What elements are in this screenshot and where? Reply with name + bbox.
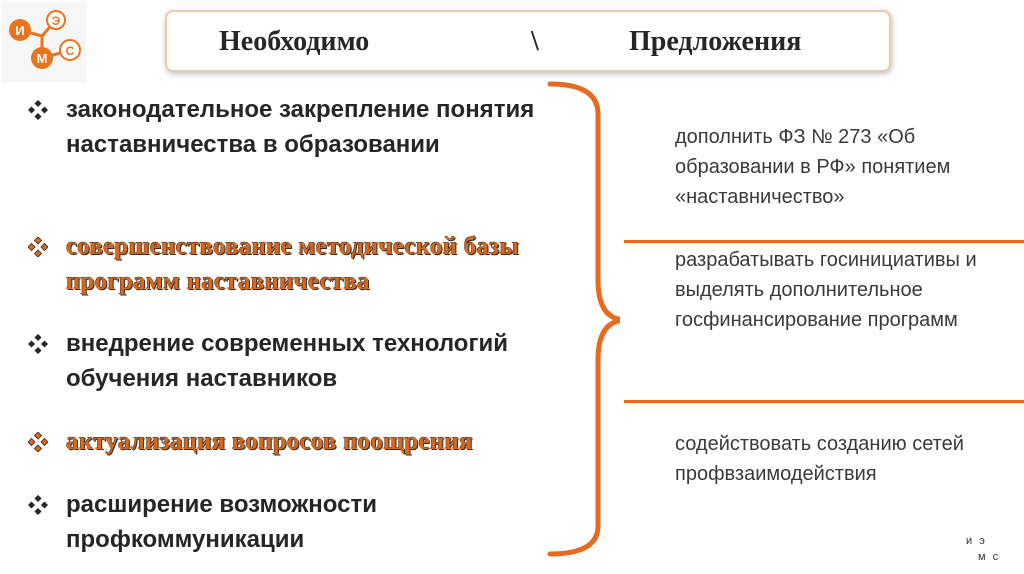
list-item-text: актуализация вопросов поощрения (66, 428, 473, 455)
list-item (28, 326, 558, 396)
diamond-bullet-icon (28, 92, 52, 127)
list-item (28, 424, 558, 459)
list-item-text: внедрение современных технологий обучения наставников (66, 330, 508, 392)
list-item-text: расширение возможности профкоммуникации (66, 491, 377, 553)
molecule-logo-icon (2, 2, 86, 82)
divider (624, 240, 1024, 243)
proposal-text: содействовать созданию сетей профвзаимодействия (675, 433, 964, 485)
logo (2, 2, 86, 82)
logo-letter-3: Э (51, 14, 61, 28)
divider (624, 400, 1024, 403)
diamond-bullet-icon (28, 326, 52, 361)
footer-logo-bottom: м с (978, 551, 1001, 563)
diamond-bullet-icon (28, 229, 52, 264)
logo-letter-1: И (15, 23, 25, 38)
logo-letter-4: С (65, 44, 75, 58)
list-item (28, 229, 558, 299)
curly-brace-icon (540, 80, 620, 560)
list-item-text: совершенствование методической базы программ наставничества (66, 233, 520, 295)
header-left-title: Необходимо (219, 26, 370, 57)
header-box (165, 10, 891, 72)
logo-letter-2: М (36, 51, 48, 66)
proposal-text: разрабатывать госинициативы и выделять дополнительное госфинансирование программ (675, 249, 977, 331)
list-item-text: законодательное закрепление понятия наставничества в образовании (66, 96, 535, 158)
list-item (28, 487, 558, 557)
list-item (28, 92, 558, 162)
diamond-bullet-icon (28, 424, 52, 459)
proposal-text: дополнить ФЗ № 273 «Об образовании в РФ» понятием «наставничество» (675, 126, 951, 208)
header-separator: \ (531, 26, 539, 57)
diamond-bullet-icon (28, 487, 52, 522)
footer-logo-top: и э (966, 535, 987, 547)
header-right-title: Предложения (629, 26, 802, 57)
